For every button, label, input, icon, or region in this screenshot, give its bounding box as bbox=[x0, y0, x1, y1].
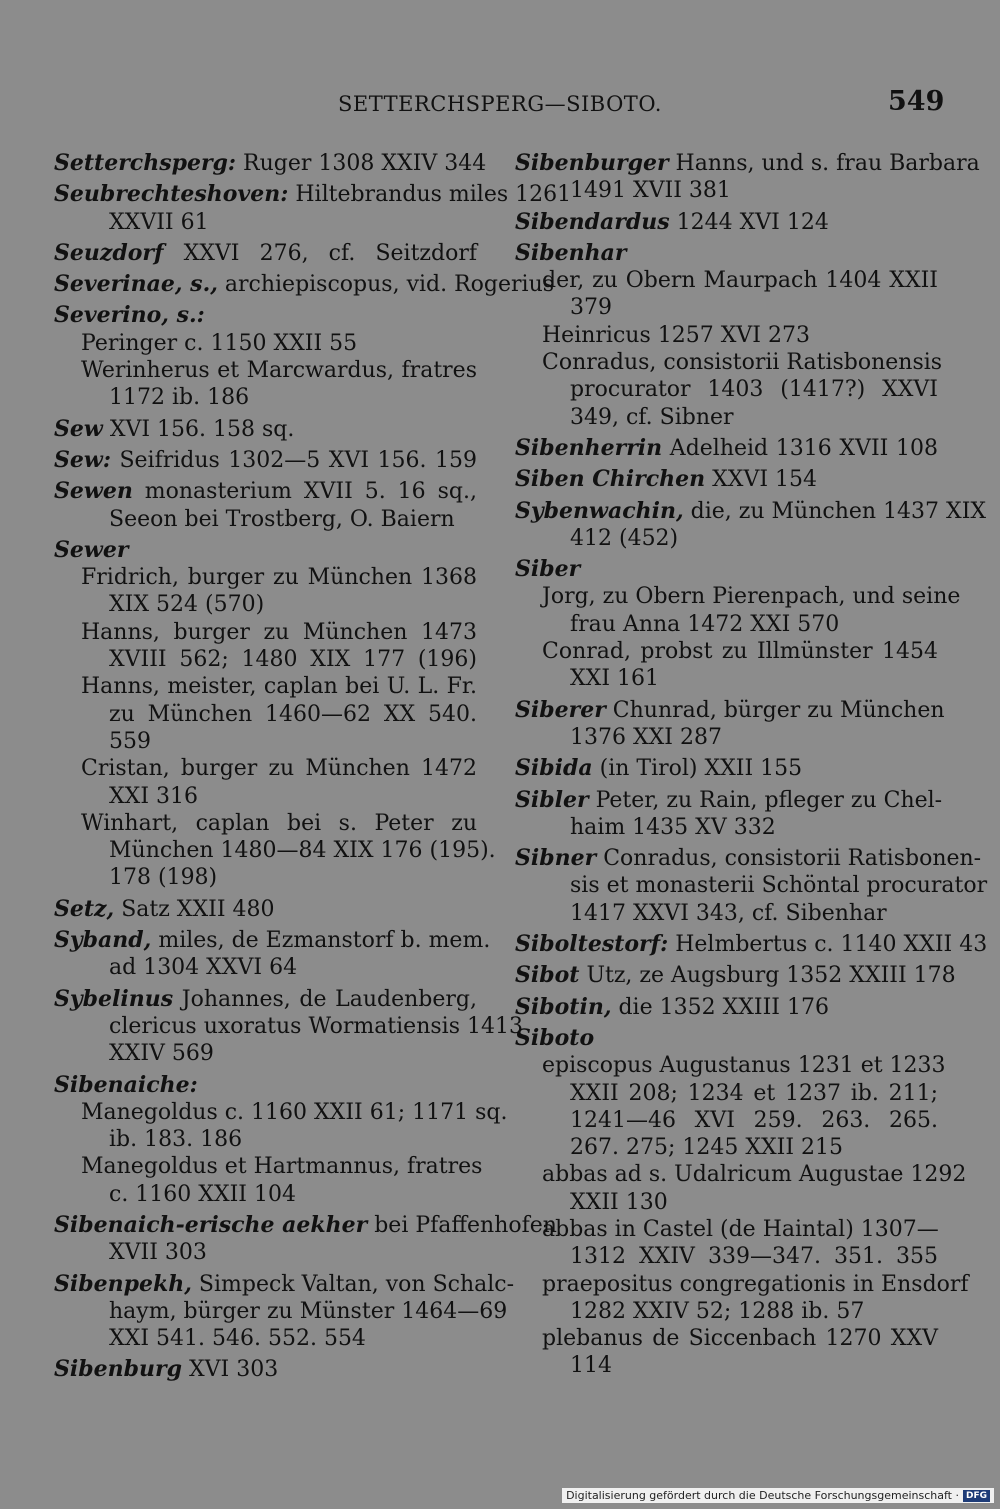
entry-text: Peter, zu Rain, pfleger zu Chel- bbox=[588, 787, 943, 813]
entry-text: der, zu Obern Maurpach 1404 XXII bbox=[542, 268, 938, 294]
entry-text: XIX 524 (570) bbox=[109, 592, 265, 618]
entry-text: 1491 XVII 381 bbox=[570, 178, 731, 204]
index-line bbox=[515, 845, 982, 872]
entry-text: Johannes, de Laudenberg, bbox=[173, 986, 477, 1012]
index-line bbox=[54, 701, 477, 728]
index-line bbox=[54, 954, 477, 981]
headword: Siber bbox=[515, 556, 581, 583]
entry-text: haym, bürger zu Münster 1464—69 bbox=[109, 1298, 508, 1324]
entry-text: Hanns, meister, caplan bei U. L. Fr. bbox=[81, 674, 477, 700]
index-line bbox=[515, 696, 945, 724]
headword: Sibendardus bbox=[515, 208, 670, 235]
index-line bbox=[515, 376, 938, 403]
entry-text: Manegoldus et Hartmannus, fratres bbox=[81, 1154, 483, 1180]
index-line bbox=[54, 728, 477, 755]
index-line bbox=[515, 1080, 938, 1107]
index-line bbox=[54, 478, 477, 505]
headword: Sibenpekh, bbox=[54, 1270, 192, 1297]
index-line bbox=[515, 931, 988, 958]
index-line bbox=[515, 349, 943, 376]
headword: Sibot bbox=[515, 962, 580, 989]
index-line bbox=[515, 872, 988, 899]
entry-text: (in Tirol) XXII 155 bbox=[592, 756, 803, 782]
index-line bbox=[515, 1025, 938, 1052]
index-line bbox=[515, 404, 938, 431]
entry-text: Jorg, zu Obern Pierenpach, und seine bbox=[542, 584, 961, 610]
headword: Sibida bbox=[515, 755, 593, 782]
index-line bbox=[54, 537, 477, 564]
entry-text: 1241—46 XVI 259. 263. 265. bbox=[570, 1107, 938, 1133]
entry-text: Manegoldus c. 1160 XXII 61; 1171 sq. bbox=[81, 1099, 508, 1125]
index-line bbox=[515, 240, 938, 267]
headword: Sibenhar bbox=[515, 239, 627, 266]
entry-text: XXVI 276, cf. Seitzdorf bbox=[163, 240, 477, 266]
entry-text: ib. 183. 186 bbox=[109, 1127, 243, 1153]
index-line bbox=[515, 611, 938, 638]
entry-text: c. 1160 XXII 104 bbox=[109, 1181, 296, 1207]
entry-text: frau Anna 1472 XXI 570 bbox=[570, 611, 840, 637]
index-line bbox=[54, 240, 477, 267]
headword: Sibotin, bbox=[515, 993, 612, 1020]
index-line bbox=[515, 1271, 969, 1298]
index-line bbox=[54, 1298, 508, 1325]
entry-text: 559 bbox=[109, 728, 151, 754]
index-line bbox=[515, 994, 938, 1021]
index-line bbox=[54, 506, 477, 533]
entry-text: Adelheid 1316 XVII 108 bbox=[662, 435, 938, 461]
entry-text: miles, de Ezmanstorf b. mem. bbox=[151, 928, 491, 954]
entry-text: Winhart, caplan bei s. Peter zu bbox=[81, 810, 477, 836]
entry-text: XXI 161 bbox=[570, 666, 659, 692]
index-line bbox=[54, 755, 477, 782]
index-line bbox=[54, 673, 477, 700]
index-line bbox=[515, 435, 938, 462]
index-line bbox=[54, 150, 487, 177]
entry-text: Seifridus 1302—5 XVI 156. 159 bbox=[110, 447, 477, 473]
index-line bbox=[515, 1216, 938, 1243]
entry-text: XXVI 154 bbox=[705, 467, 818, 493]
index-line bbox=[515, 1243, 938, 1270]
entry-text: sis et monasterii Schöntal procurator bbox=[570, 873, 988, 899]
entry-text: XVIII 562; 1480 XIX 177 (196) bbox=[109, 647, 477, 673]
entry-text: Utz, ze Augsburg 1352 XXIII 178 bbox=[579, 963, 956, 989]
index-line bbox=[515, 209, 938, 236]
entry-text: 412 (452) bbox=[570, 525, 679, 551]
index-line bbox=[54, 1099, 508, 1126]
entry-text: procurator 1403 (1417?) XXVI bbox=[570, 377, 938, 403]
index-line bbox=[515, 786, 943, 814]
entry-text: plebanus de Siccenbach 1270 XXV bbox=[542, 1326, 938, 1352]
index-line bbox=[515, 724, 938, 751]
index-line bbox=[515, 1052, 946, 1079]
headword: Siben Chirchen bbox=[515, 466, 706, 493]
headword: Sibner bbox=[515, 845, 597, 872]
headword: Sibenburg bbox=[54, 1356, 182, 1383]
index-line bbox=[54, 1356, 477, 1383]
index-line bbox=[515, 583, 961, 610]
index-line bbox=[54, 986, 477, 1013]
index-line bbox=[54, 384, 477, 411]
index-line bbox=[54, 783, 477, 810]
entry-text: 349, cf. Sibner bbox=[570, 404, 734, 430]
entry-text: Hiltebrandus miles 1261 bbox=[288, 182, 572, 208]
index-line bbox=[515, 177, 938, 204]
footer-text: Digitalisierung gefördert durch die Deutsche Forschungsgemeinschaft · bbox=[566, 1489, 959, 1502]
index-line bbox=[54, 1239, 477, 1266]
headword: Syband, bbox=[54, 927, 152, 954]
entry-text: 178 (198) bbox=[109, 865, 218, 891]
entry-text: XVII 303 bbox=[109, 1240, 207, 1266]
headword: Siboltestorf: bbox=[515, 931, 669, 958]
entry-text: Conradus, consistorii Ratisbonensis bbox=[542, 350, 943, 376]
entry-text: 1282 XXIV 52; 1288 ib. 57 bbox=[570, 1298, 865, 1324]
footer-credit bbox=[562, 1488, 994, 1503]
index-line bbox=[54, 619, 477, 646]
index-line bbox=[54, 591, 477, 618]
entry-text: Chunrad, bürger zu München bbox=[605, 697, 945, 723]
index-line bbox=[54, 837, 496, 864]
entry-text: XVI 303 bbox=[181, 1357, 279, 1383]
index-line bbox=[54, 1040, 477, 1067]
index-line bbox=[54, 896, 477, 923]
entry-text: Peringer c. 1150 XXII 55 bbox=[81, 330, 358, 356]
headword: Seubrechteshoven: bbox=[54, 181, 289, 208]
entry-text: XXII 130 bbox=[570, 1189, 668, 1215]
index-line bbox=[515, 638, 938, 665]
entry-text: XXII 208; 1234 et 1237 ib. 211; bbox=[570, 1080, 938, 1106]
entry-text: Helmbertus c. 1140 XXII 43 bbox=[668, 932, 988, 958]
index-line bbox=[515, 1352, 938, 1379]
entry-text: 1376 XXI 287 bbox=[570, 724, 722, 750]
entry-text: 1312 XXIV 339—347. 351. 355 bbox=[570, 1244, 938, 1270]
entry-text: monasterium XVII 5. 16 sq., bbox=[132, 479, 477, 505]
headword: Setterchsperg: bbox=[54, 150, 237, 176]
headword: Siboto bbox=[515, 1024, 595, 1051]
index-line bbox=[54, 1181, 477, 1208]
index-line bbox=[54, 1013, 523, 1040]
index-line bbox=[515, 267, 938, 294]
headword: Sybenwachin, bbox=[515, 497, 684, 524]
index-line bbox=[54, 1211, 557, 1239]
headword: Setz, bbox=[54, 895, 115, 922]
index-line bbox=[54, 181, 572, 208]
headword: Sibenherrin bbox=[515, 434, 663, 461]
headword: Siberer bbox=[515, 696, 606, 723]
entry-text: XXI 541. 546. 552. 554 bbox=[109, 1326, 366, 1352]
index-line bbox=[54, 1126, 477, 1153]
entry-text: Fridrich, burger zu München 1368 bbox=[81, 565, 477, 591]
index-line bbox=[515, 1325, 938, 1352]
entry-text: XXIV 569 bbox=[109, 1041, 214, 1067]
entry-text: Hanns, burger zu München 1473 bbox=[81, 619, 477, 645]
entry-text: die, zu München 1437 XIX bbox=[683, 498, 987, 524]
index-line bbox=[515, 1161, 967, 1188]
index-line bbox=[54, 646, 477, 673]
index-line bbox=[515, 1134, 938, 1161]
index-line bbox=[515, 150, 980, 177]
entry-text: XXI 316 bbox=[109, 783, 198, 809]
index-line bbox=[515, 294, 938, 321]
entry-text: Simpeck Valtan, von Schalc- bbox=[191, 1271, 515, 1297]
headword: Sybelinus bbox=[54, 985, 174, 1012]
index-line bbox=[54, 1325, 477, 1352]
index-line bbox=[54, 447, 477, 474]
index-line bbox=[54, 302, 477, 329]
entry-text: Conradus, consistorii Ratisbonen- bbox=[596, 846, 982, 872]
entry-text: 379 bbox=[570, 295, 612, 321]
index-line bbox=[515, 900, 938, 927]
index-line bbox=[515, 322, 938, 349]
index-line bbox=[515, 814, 938, 841]
index-line bbox=[515, 1107, 938, 1134]
entry-text: 1172 ib. 186 bbox=[109, 385, 250, 411]
headword: Sewen bbox=[54, 478, 133, 505]
headword: Sibenburger bbox=[515, 150, 669, 176]
index-line bbox=[54, 810, 477, 837]
entry-text: clericus uxoratus Wormatiensis 1413 bbox=[109, 1013, 523, 1039]
index-line bbox=[515, 755, 938, 782]
index-line bbox=[515, 556, 938, 583]
entry-text: XXVII 61 bbox=[109, 209, 209, 235]
index-line bbox=[54, 271, 555, 298]
entry-text: München 1480—84 XIX 176 (195). bbox=[109, 838, 496, 864]
index-line bbox=[54, 416, 477, 443]
headword: Severinae, s., bbox=[54, 271, 218, 298]
index-line bbox=[54, 209, 477, 236]
right-column bbox=[515, 150, 988, 1380]
index-line bbox=[54, 1153, 483, 1180]
headword: Sew: bbox=[54, 446, 111, 473]
index-line bbox=[54, 330, 477, 357]
headword: Sew bbox=[54, 415, 103, 442]
index-line bbox=[54, 1072, 477, 1099]
entry-text: bei Pfaffenhofen bbox=[367, 1212, 557, 1238]
entry-text: praepositus congregationis in Ensdorf bbox=[542, 1271, 969, 1297]
index-line bbox=[515, 962, 956, 989]
entry-text: Werinherus et Marcwardus, fratres bbox=[81, 358, 477, 384]
dfg-logo: DFG bbox=[963, 1490, 990, 1502]
entry-text: haim 1435 XV 332 bbox=[570, 814, 776, 840]
entry-text: Satz XXII 480 bbox=[114, 896, 275, 922]
index-line bbox=[515, 525, 938, 552]
index-line bbox=[515, 665, 938, 692]
headword: Severino, s.: bbox=[54, 302, 205, 329]
index-line bbox=[54, 564, 477, 591]
entry-text: die 1352 XXIII 176 bbox=[611, 994, 829, 1020]
headword: Sibenaiche: bbox=[54, 1071, 198, 1098]
page-title: SETTERCHSPERG—SIBOTO. bbox=[338, 92, 662, 116]
entry-text: ad 1304 XXVI 64 bbox=[109, 955, 298, 981]
entry-text: Ruger 1308 XXIV 344 bbox=[236, 151, 487, 176]
index-line bbox=[54, 357, 477, 384]
page-number: 549 bbox=[888, 86, 945, 117]
entry-text: XVI 156. 158 sq. bbox=[102, 416, 295, 442]
index-line bbox=[54, 864, 477, 891]
headword: Sibenaich-erische aekher bbox=[54, 1211, 368, 1238]
entry-text: abbas ad s. Udalricum Augustae 1292 bbox=[542, 1162, 967, 1188]
entry-text: Hanns, und s. frau Barbara bbox=[668, 151, 980, 176]
headword: Sibler bbox=[515, 786, 589, 813]
entry-text: 1244 XVI 124 bbox=[669, 209, 829, 235]
entry-text: Conrad, probst zu Illmünster 1454 bbox=[542, 639, 938, 665]
headword: Sewer bbox=[54, 536, 129, 563]
entry-text: Heinricus 1257 XVI 273 bbox=[542, 322, 810, 348]
index-line bbox=[515, 1189, 938, 1216]
entry-text: zu München 1460—62 XX 540. bbox=[109, 701, 477, 727]
entry-text: Cristan, burger zu München 1472 bbox=[81, 756, 477, 782]
index-line bbox=[515, 497, 987, 525]
index-line bbox=[54, 1270, 515, 1298]
entry-text: 267. 275; 1245 XXII 215 bbox=[570, 1135, 844, 1161]
entry-text: archiepiscopus, vid. Rogerius bbox=[217, 272, 555, 298]
headword: Seuzdorf bbox=[54, 239, 164, 266]
index-line bbox=[515, 1298, 938, 1325]
index-line bbox=[54, 927, 491, 954]
index-line bbox=[515, 466, 938, 493]
entry-text: 1417 XXVI 343, cf. Sibenhar bbox=[570, 900, 887, 926]
entry-text: episcopus Augustanus 1231 et 1233 bbox=[542, 1053, 946, 1079]
entry-text: abbas in Castel (de Haintal) 1307— bbox=[542, 1216, 939, 1242]
entry-text: 114 bbox=[570, 1353, 612, 1379]
entry-text: Seeon bei Trostberg, O. Baiern bbox=[109, 506, 455, 532]
